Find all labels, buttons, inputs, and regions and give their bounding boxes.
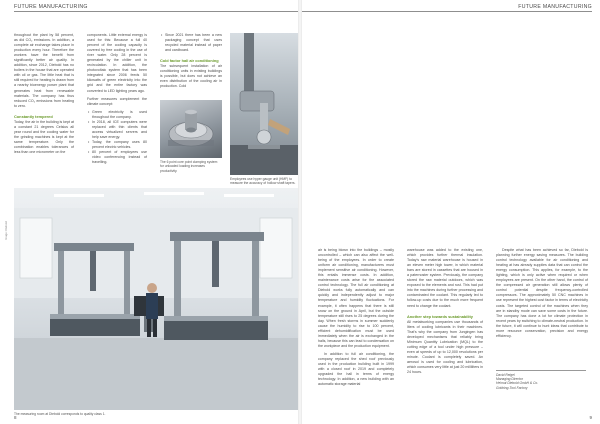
running-head-right: FUTURE MANUFACTURING <box>518 4 592 10</box>
section-heading-constantly-tempered: Constantly tempered <box>14 113 53 119</box>
page-number-left: 8 <box>14 415 17 420</box>
left-col-1 <box>14 33 74 155</box>
body-text: Despite what has been achieved so far, Diebold is planning further energy saving measures. The building control technology available for air conditioning and heating at has already supplies data that can control the energy consumption. This applies, for example, to the lighting, which is only active when required or when employees are present. On the other hand, the control of the compressed air generation still allows plenty of control potential despite frequency-controlled compressors. The approximately 50 CNC machines in use represent the highest cost factor in terms of electricity costs. The targeted control of the machines when they are in standby mode can save some costs in the future. The company has done a lot for climate protection in recent years by switching to climate-neutral production. In the future, it will continue to hunt ideas that contribute to more resource conservation, precision and energy efficiency. <box>496 248 588 338</box>
photo-credit: Image: Diebold <box>4 221 8 240</box>
gauge-measurement-illustration <box>230 33 298 175</box>
photo-caption-clamping: The 6 point core point clamping system for unloaded loading increases productivity. <box>160 160 218 173</box>
body-text: All metalworking companies use thousands of liters of cooling lubricants in their machines. That's why the company from Jungingen has developed mechanisms that reliably bring Minimum Quantity Lubrication (MQL) to the cutting edge of a tool under high pressure – even at speeds of up to 12,000 revolutions per minute. Coolant is completely saved. An aerosol is used for cooling and lubrication, which consumes very little at just 20 milliliters in 24 hours. <box>407 319 483 375</box>
author-role: Managing Director <box>496 377 523 382</box>
body-text: air is being blown into the buildings – mostly uncontrolled – which can also affect the well-being of the employees. In order to create uniform air conditioning, manufacturers must implement sensitive air conditioning. However, this entails immense costs. In addition, maintenance costs arise for the associated control technology. The full air conditioning at Diebold works fully automatically and can quickly and independently adjust to major temperature and humidity fluctuations. For example, it often happens that there is still snow on the ground in April, but the outside temperature still rises to 25 degrees during the day. When fresh storms in summer suddenly cause the humidity to rise to 100 percent, efficient dehumidification must be used immediately when the air is exchanged in the halls, because this can lead to condensation on the workpiece and the production equipment. <box>318 248 394 348</box>
body-text: The subsequent installation of air conditioning units in existing buildings is possible, but does not achieve an even distribution of the cooling air in production. Cold <box>160 64 222 89</box>
list-item: • Green electricity is used throughout the company. <box>92 110 147 120</box>
body-text: In addition to full air conditioning, the company replaced the shed roof previously used in the production building built in 1999 with a closed roof in 2019 and completely upgraded the hall in terms of energy technology. In addition, a new building with an automatic storage material <box>318 351 394 387</box>
measuring-room-illustration <box>14 188 298 410</box>
measures-list <box>87 110 147 166</box>
right-col-1 <box>318 248 394 387</box>
body-text: components. Little external energy is used for this: Because a full 40 percent of the cooling capacity is covered by free cooling in the use of river water. Only 28 percent is generated by the chiller unit in recirculation. In addition, the photovoltaic system that has been integrated since 2006 feeds 50 kilowatts of green electricity into the grid and the entire factory was converted to LED lighting years ago. <box>87 33 147 93</box>
section-heading-cold-factor: Cold factor hall air conditioning <box>160 58 219 64</box>
clamping-system-illustration <box>160 100 222 158</box>
gauge-measurement-photo <box>230 33 298 175</box>
body-text: Today, the air in the building is kept at a constant 21 degrees Celsius all year round and the cooling water for the grinding machines is kept at the same temperature. Only the combination enables tolerances of less than one micrometer on the <box>14 119 74 155</box>
right-col-2 <box>407 248 483 375</box>
body-text: Further measures complement the climate concept: <box>87 96 147 106</box>
photo-caption-measuring-room: The measuring room at Diebold corresponds to quality class 1. <box>14 412 106 416</box>
list-item: • Since 2021 there has been a new packaging concept that uses recycled material instead of paper and cardboard. <box>165 33 222 53</box>
list-item: • 80 percent of employees use video conferencing instead of travelling. <box>92 150 147 165</box>
header-rule-right <box>302 11 592 12</box>
header-rule-left <box>14 11 298 12</box>
left-col-2 <box>87 33 147 165</box>
body-text: throughout the plant by 58 percent, as did CO₂ emissions. In addition, a complete air exchange takes place in production every hour. Therefore the workers have the benefit from significantly better air quality. In addition, since 2012, Diebold has no boilers in the house that are operated with oil or gas. The little heat that is still required for heating is drawn from a nearby bioenergy power plant that generates heat from renewable materials. The company has thus reduced CO₂ emissions from heating to zero. <box>14 33 74 108</box>
body-text: warehouse was added to the existing one, which provides further thermal insulation. Today's raw material warehouse is housed in an eleven meter high tower, in which material bars are stored in cassettes that are housed in a paternoster system. Previously, the company stored the raw material outdoors, which was exposed to the elements and rust. This had put into the machines during further processing and contaminated the coolant. This regularly led to follow-up costs due to the much more frequent need to change the coolant. <box>407 248 483 308</box>
measures-list-cont <box>160 33 222 53</box>
author-company-sub: Goldring-Tool Factory <box>496 385 528 390</box>
author-name: David Reigel <box>496 373 515 377</box>
page-number-right: 9 <box>589 415 592 420</box>
section-heading-sustainability: Another step towards sustainability <box>407 313 473 319</box>
right-col-3 <box>496 248 588 339</box>
list-item: • Today, the company uses 80 percent electric vehicles. <box>92 140 147 150</box>
list-item: • In 2018, all ICE computers were replaced with thin clients that access virtualized servers and help save energy. <box>92 120 147 140</box>
clamping-system-photo <box>160 100 222 158</box>
left-page <box>0 0 298 424</box>
measuring-room-photo <box>14 188 298 410</box>
author-company: Helmut Diebold GmbH & Co. <box>496 381 539 386</box>
right-page <box>302 0 600 424</box>
author-signature <box>496 370 586 390</box>
photo-caption-gauge: Employees use hyper gauge unit (HMF) to measure the accuracy of hollow shaft tapers. <box>230 177 296 186</box>
running-head-left: FUTURE MANUFACTURING <box>14 4 88 10</box>
left-col-3 <box>160 33 222 89</box>
